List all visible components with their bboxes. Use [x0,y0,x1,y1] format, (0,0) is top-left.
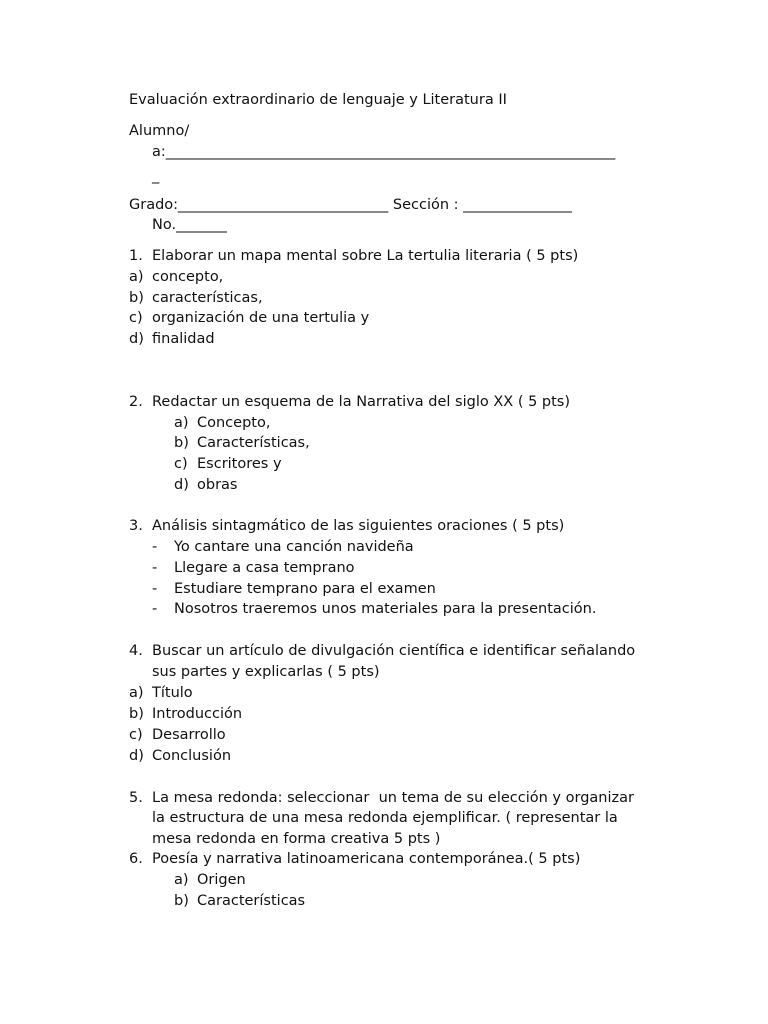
number-line: No._______ [152,217,227,233]
q3-item: Yo cantare una canción navideña [174,539,414,555]
q2-item-marker: d) [174,477,189,493]
q5-text-continued: la estructura de una mesa redonda ejemplificar. ( representar la [152,810,618,826]
q3-item-marker: - [152,601,158,617]
q4-item: Desarrollo [152,727,226,743]
q3-item: Nosotros traeremos unos materiales para la presentación. [174,601,597,617]
q2-item-marker: b) [174,435,189,451]
q1-item: finalidad [152,331,215,347]
student-name-line-end: _ [152,168,160,184]
q1-item-marker: c) [129,310,143,326]
q4-item-marker: c) [129,727,143,743]
q6-item-marker: b) [174,893,189,909]
q2-item-marker: c) [174,456,188,472]
q3-item: Estudiare temprano para el examen [174,581,436,597]
q5-text: La mesa redonda: seleccionar un tema de su elección y organizar [152,790,634,806]
q6-item: Características [197,893,306,909]
q6-text: Poesía y narrativa latinoamericana contemporánea.( 5 pts) [152,851,581,867]
q2-item: Escritores y [197,456,282,472]
q4-item: Conclusión [152,748,232,764]
q4-item-marker: b) [129,706,144,722]
q4-item-marker: d) [129,748,144,764]
q5-text-continued: mesa redonda en forma creativa 5 pts ) [152,831,441,847]
grade-section-line: Grado:_____________________________ Sección : _______________ [129,197,572,213]
student-label: Alumno/ [129,123,190,139]
student-name-line: a:______________________________________________________________ [152,144,616,160]
q4-item: Introducción [152,706,243,722]
document-title: Evaluación extraordinario de lenguaje y Literatura II [129,92,507,108]
q3-text: Análisis sintagmático de las siguientes oraciones ( 5 pts) [152,518,565,534]
q4-item-marker: a) [129,685,144,701]
q3-item-marker: - [152,581,158,597]
q3-number: 3. [129,518,143,534]
q1-item: características, [152,290,263,306]
q1-number: 1. [129,248,143,264]
q6-item: Origen [197,872,246,888]
q3-item-marker: - [152,560,158,576]
q5-number: 5. [129,790,143,806]
q4-text: Buscar un artículo de divulgación científica e identificar señalando [152,643,636,659]
q2-number: 2. [129,394,143,410]
q1-item-marker: a) [129,269,144,285]
q6-item-marker: a) [174,872,189,888]
q2-item: Características, [197,435,310,451]
q1-item: concepto, [152,269,224,285]
q3-item-marker: - [152,539,158,555]
q1-item: organización de una tertulia y [152,310,370,326]
q4-number: 4. [129,643,143,659]
q4-text-continued: sus partes y explicarlas ( 5 pts) [152,664,380,680]
q1-item-marker: d) [129,331,144,347]
q1-text: Elaborar un mapa mental sobre La tertulia literaria ( 5 pts) [152,248,579,264]
q4-item: Título [152,685,193,701]
q2-item: obras [197,477,238,493]
q2-item: Concepto, [197,415,271,431]
q3-item: Llegare a casa temprano [174,560,355,576]
q1-item-marker: b) [129,290,144,306]
q2-item-marker: a) [174,415,189,431]
q2-text: Redactar un esquema de la Narrativa del siglo XX ( 5 pts) [152,394,571,410]
q6-number: 6. [129,851,143,867]
